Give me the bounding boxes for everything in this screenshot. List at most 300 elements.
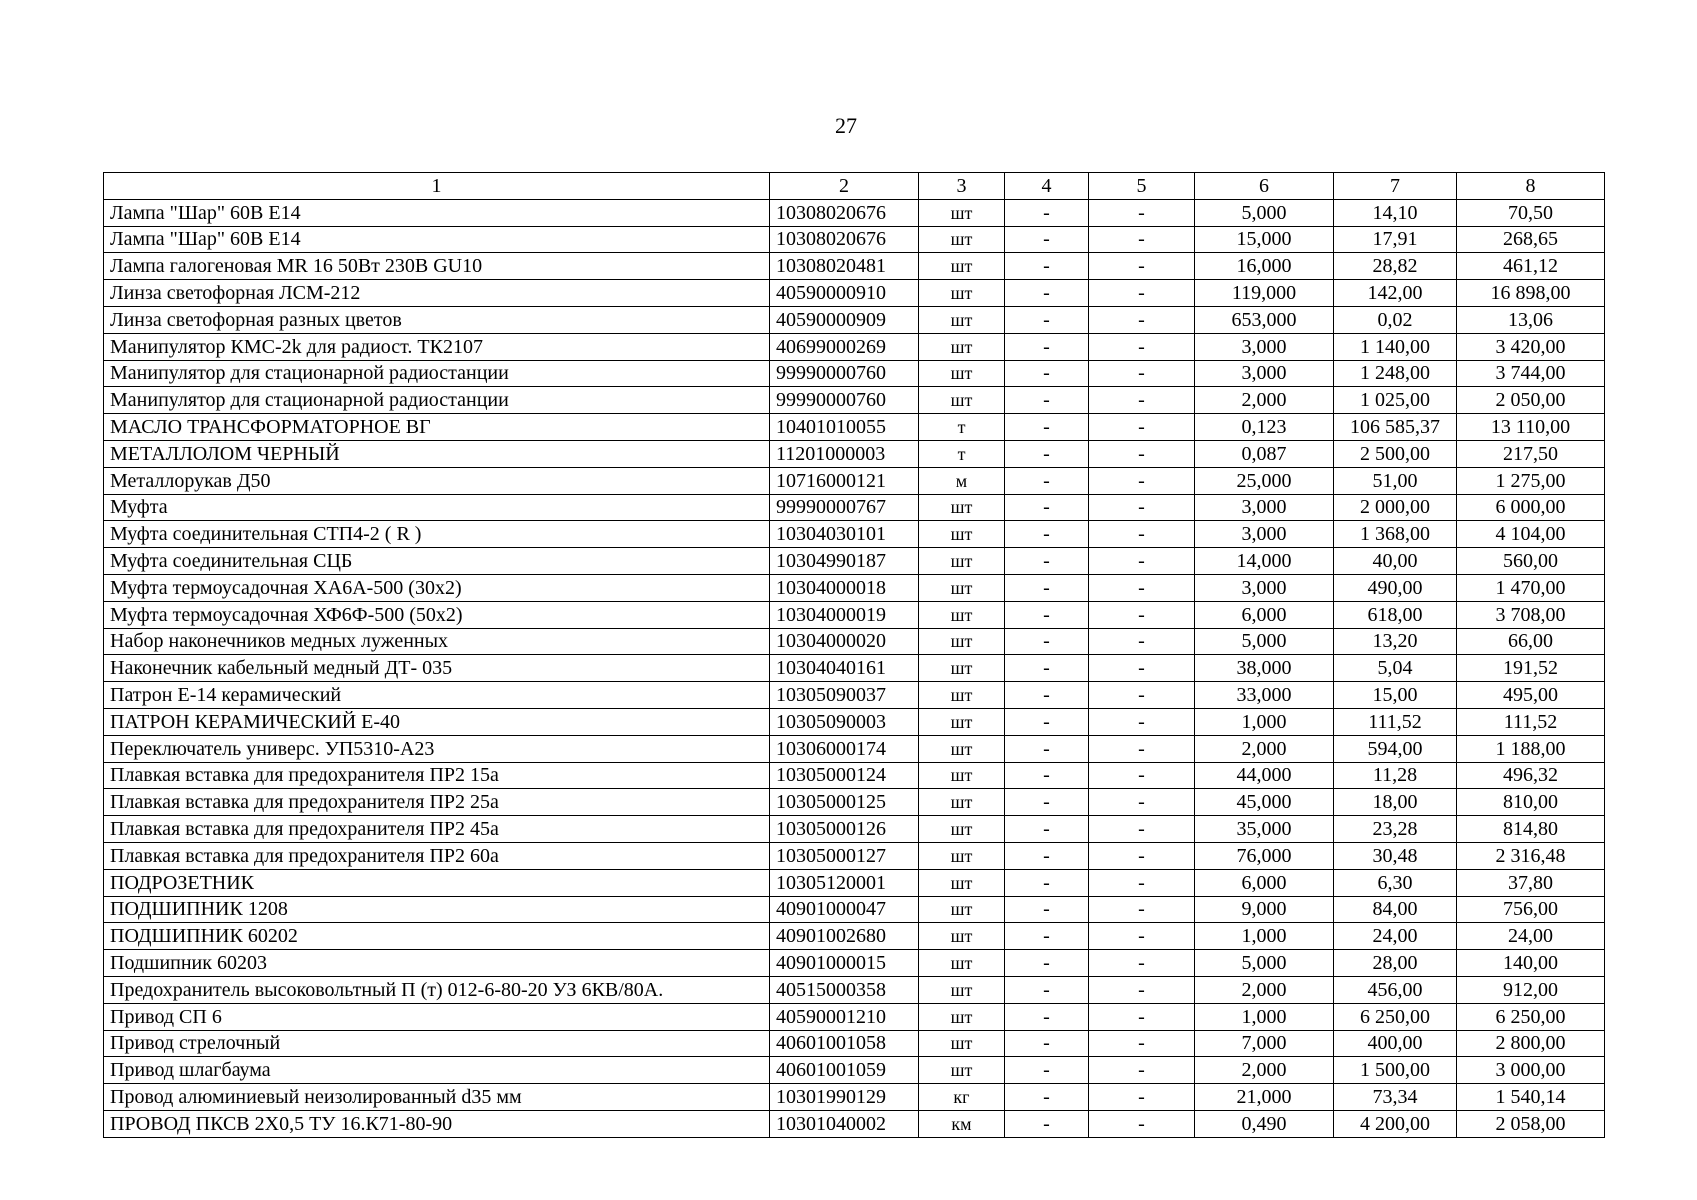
table-row	[104, 440, 1605, 467]
quantity-cell: 21,000	[1195, 1084, 1334, 1111]
amount-cell: 1 188,00	[1457, 735, 1605, 762]
col5-cell: -	[1089, 494, 1195, 521]
unit-cell: шт	[919, 494, 1005, 521]
quantity-cell: 2,000	[1195, 735, 1334, 762]
unit-cell: шт	[919, 655, 1005, 682]
item-name-cell: Плавкая вставка для предохранителя ПР2 25а	[104, 789, 770, 816]
price-cell: 618,00	[1334, 601, 1457, 628]
amount-cell: 217,50	[1457, 440, 1605, 467]
col5-cell: -	[1089, 655, 1195, 682]
table-row	[104, 708, 1605, 735]
item-name-cell: Провод алюминиевый неизолированный d35 мм	[104, 1084, 770, 1111]
item-name-cell: Муфта соединительная СТП4-2 ( R )	[104, 521, 770, 548]
item-code-cell: 99990000760	[770, 360, 919, 387]
unit-cell: шт	[919, 1003, 1005, 1030]
unit-cell: шт	[919, 628, 1005, 655]
item-code-cell: 10308020481	[770, 253, 919, 280]
unit-cell: шт	[919, 333, 1005, 360]
amount-cell: 2 050,00	[1457, 387, 1605, 414]
item-name-cell: Предохранитель высоковольтный П (т) 012-6-80-20 УЗ 6КВ/80А.	[104, 976, 770, 1003]
col4-cell: -	[1005, 1003, 1089, 1030]
amount-cell: 2 800,00	[1457, 1030, 1605, 1057]
col5-cell: -	[1089, 976, 1195, 1003]
col5-cell: -	[1089, 762, 1195, 789]
col5-cell: -	[1089, 1003, 1195, 1030]
col5-cell: -	[1089, 1084, 1195, 1111]
col4-cell: -	[1005, 896, 1089, 923]
item-code-cell: 10306000174	[770, 735, 919, 762]
col4-cell: -	[1005, 467, 1089, 494]
item-code-cell: 10401010055	[770, 414, 919, 441]
item-name-cell: Патрон Е-14 керамический	[104, 682, 770, 709]
quantity-cell: 25,000	[1195, 467, 1334, 494]
col4-cell: -	[1005, 735, 1089, 762]
price-cell: 1 140,00	[1334, 333, 1457, 360]
col4-cell: -	[1005, 842, 1089, 869]
unit-cell: шт	[919, 789, 1005, 816]
item-name-cell: ПАТРОН КЕРАМИЧЕСКИЙ Е-40	[104, 708, 770, 735]
col4-cell: -	[1005, 521, 1089, 548]
amount-cell: 496,32	[1457, 762, 1605, 789]
quantity-cell: 653,000	[1195, 306, 1334, 333]
col5-cell: -	[1089, 1110, 1195, 1137]
unit-cell: шт	[919, 923, 1005, 950]
table-row	[104, 253, 1605, 280]
amount-cell: 560,00	[1457, 548, 1605, 575]
price-cell: 4 200,00	[1334, 1110, 1457, 1137]
amount-cell: 2 316,48	[1457, 842, 1605, 869]
item-name-cell: Плавкая вставка для предохранителя ПР2 15а	[104, 762, 770, 789]
quantity-cell: 1,000	[1195, 923, 1334, 950]
item-code-cell: 11201000003	[770, 440, 919, 467]
amount-cell: 756,00	[1457, 896, 1605, 923]
quantity-cell: 1,000	[1195, 1003, 1334, 1030]
quantity-cell: 45,000	[1195, 789, 1334, 816]
col4-cell: -	[1005, 360, 1089, 387]
item-name-cell: ПОДШИПНИК 60202	[104, 923, 770, 950]
item-name-cell: Манипулятор для стационарной радиостанции	[104, 387, 770, 414]
column-header: 4	[1005, 173, 1089, 200]
amount-cell: 24,00	[1457, 923, 1605, 950]
col5-cell: -	[1089, 869, 1195, 896]
item-code-cell: 40901000047	[770, 896, 919, 923]
col4-cell: -	[1005, 682, 1089, 709]
amount-cell: 4 104,00	[1457, 521, 1605, 548]
quantity-cell: 5,000	[1195, 950, 1334, 977]
amount-cell: 1 540,14	[1457, 1084, 1605, 1111]
price-cell: 2 500,00	[1334, 440, 1457, 467]
item-name-cell: Муфта соединительная СЦБ	[104, 548, 770, 575]
col5-cell: -	[1089, 387, 1195, 414]
amount-cell: 3 420,00	[1457, 333, 1605, 360]
unit-cell: шт	[919, 682, 1005, 709]
item-name-cell: Линза светофорная разных цветов	[104, 306, 770, 333]
quantity-cell: 1,000	[1195, 708, 1334, 735]
item-name-cell: Переключатель универс. УП5310-А23	[104, 735, 770, 762]
unit-cell: т	[919, 414, 1005, 441]
col5-cell: -	[1089, 548, 1195, 575]
quantity-cell: 3,000	[1195, 574, 1334, 601]
table-row	[104, 467, 1605, 494]
col4-cell: -	[1005, 414, 1089, 441]
col4-cell: -	[1005, 280, 1089, 307]
table-row	[104, 842, 1605, 869]
price-cell: 73,34	[1334, 1084, 1457, 1111]
col5-cell: -	[1089, 440, 1195, 467]
amount-cell: 66,00	[1457, 628, 1605, 655]
unit-cell: шт	[919, 976, 1005, 1003]
amount-cell: 13 110,00	[1457, 414, 1605, 441]
amount-cell: 2 058,00	[1457, 1110, 1605, 1137]
col5-cell: -	[1089, 735, 1195, 762]
amount-cell: 495,00	[1457, 682, 1605, 709]
table-row	[104, 628, 1605, 655]
col5-cell: -	[1089, 226, 1195, 253]
amount-cell: 140,00	[1457, 950, 1605, 977]
price-cell: 2 000,00	[1334, 494, 1457, 521]
amount-cell: 6 250,00	[1457, 1003, 1605, 1030]
amount-cell: 16 898,00	[1457, 280, 1605, 307]
price-cell: 6,30	[1334, 869, 1457, 896]
unit-cell: шт	[919, 762, 1005, 789]
price-cell: 5,04	[1334, 655, 1457, 682]
quantity-cell: 3,000	[1195, 521, 1334, 548]
item-name-cell: ПОДШИПНИК 1208	[104, 896, 770, 923]
item-code-cell: 99990000760	[770, 387, 919, 414]
quantity-cell: 2,000	[1195, 1057, 1334, 1084]
item-code-cell: 40901000015	[770, 950, 919, 977]
unit-cell: шт	[919, 280, 1005, 307]
quantity-cell: 0,123	[1195, 414, 1334, 441]
col4-cell: -	[1005, 1030, 1089, 1057]
item-name-cell: Муфта термоусадочная ХФ6Ф-500 (50х2)	[104, 601, 770, 628]
table-row	[104, 333, 1605, 360]
price-cell: 490,00	[1334, 574, 1457, 601]
page-number-text: 27	[835, 113, 857, 138]
col5-cell: -	[1089, 414, 1195, 441]
price-cell: 14,10	[1334, 199, 1457, 226]
item-name-cell: Набор наконечников медных луженных	[104, 628, 770, 655]
unit-cell: шт	[919, 199, 1005, 226]
amount-cell: 810,00	[1457, 789, 1605, 816]
unit-cell: шт	[919, 1057, 1005, 1084]
item-code-cell: 10301990129	[770, 1084, 919, 1111]
col5-cell: -	[1089, 950, 1195, 977]
quantity-cell: 38,000	[1195, 655, 1334, 682]
amount-cell: 1 470,00	[1457, 574, 1605, 601]
unit-cell: шт	[919, 226, 1005, 253]
unit-cell: шт	[919, 735, 1005, 762]
col4-cell: -	[1005, 226, 1089, 253]
price-cell: 594,00	[1334, 735, 1457, 762]
inventory-table	[103, 172, 1605, 1138]
col4-cell: -	[1005, 628, 1089, 655]
item-name-cell: Подшипник 60203	[104, 950, 770, 977]
col5-cell: -	[1089, 682, 1195, 709]
item-code-cell: 10305090037	[770, 682, 919, 709]
col5-cell: -	[1089, 333, 1195, 360]
unit-cell: шт	[919, 387, 1005, 414]
item-code-cell: 40590000910	[770, 280, 919, 307]
table-row	[104, 950, 1605, 977]
col4-cell: -	[1005, 923, 1089, 950]
table-row	[104, 923, 1605, 950]
price-cell: 28,82	[1334, 253, 1457, 280]
col5-cell: -	[1089, 923, 1195, 950]
item-name-cell: Привод СП 6	[104, 1003, 770, 1030]
amount-cell: 912,00	[1457, 976, 1605, 1003]
table-row	[104, 387, 1605, 414]
col4-cell: -	[1005, 816, 1089, 843]
table-row	[104, 869, 1605, 896]
unit-cell: шт	[919, 521, 1005, 548]
item-code-cell: 40590001210	[770, 1003, 919, 1030]
amount-cell: 6 000,00	[1457, 494, 1605, 521]
item-code-cell: 10301040002	[770, 1110, 919, 1137]
col4-cell: -	[1005, 494, 1089, 521]
amount-cell: 37,80	[1457, 869, 1605, 896]
unit-cell: км	[919, 1110, 1005, 1137]
table-row	[104, 199, 1605, 226]
unit-cell: шт	[919, 816, 1005, 843]
amount-cell: 111,52	[1457, 708, 1605, 735]
item-name-cell: Манипулятор КМС-2k для радиост. ТК2107	[104, 333, 770, 360]
item-code-cell: 10305120001	[770, 869, 919, 896]
amount-cell: 70,50	[1457, 199, 1605, 226]
item-name-cell: МАСЛО ТРАНСФОРМАТОРНОЕ ВГ	[104, 414, 770, 441]
table-row	[104, 762, 1605, 789]
price-cell: 51,00	[1334, 467, 1457, 494]
unit-cell: шт	[919, 574, 1005, 601]
table-row	[104, 789, 1605, 816]
col4-cell: -	[1005, 548, 1089, 575]
item-code-cell: 10305000124	[770, 762, 919, 789]
item-name-cell: МЕТАЛЛОЛОМ ЧЕРНЫЙ	[104, 440, 770, 467]
col4-cell: -	[1005, 950, 1089, 977]
table-row	[104, 414, 1605, 441]
unit-cell: шт	[919, 306, 1005, 333]
item-code-cell: 40601001058	[770, 1030, 919, 1057]
price-cell: 18,00	[1334, 789, 1457, 816]
unit-cell: шт	[919, 1030, 1005, 1057]
col4-cell: -	[1005, 789, 1089, 816]
item-code-cell: 10304030101	[770, 521, 919, 548]
col5-cell: -	[1089, 574, 1195, 601]
column-header: 8	[1457, 173, 1605, 200]
col5-cell: -	[1089, 842, 1195, 869]
col4-cell: -	[1005, 253, 1089, 280]
unit-cell: шт	[919, 360, 1005, 387]
table-row	[104, 494, 1605, 521]
col4-cell: -	[1005, 440, 1089, 467]
quantity-cell: 15,000	[1195, 226, 1334, 253]
item-name-cell: ПОДРОЗЕТНИК	[104, 869, 770, 896]
col5-cell: -	[1089, 280, 1195, 307]
quantity-cell: 35,000	[1195, 816, 1334, 843]
price-cell: 23,28	[1334, 816, 1457, 843]
col4-cell: -	[1005, 762, 1089, 789]
item-code-cell: 10304040161	[770, 655, 919, 682]
quantity-cell: 16,000	[1195, 253, 1334, 280]
quantity-cell: 2,000	[1195, 387, 1334, 414]
price-cell: 84,00	[1334, 896, 1457, 923]
col4-cell: -	[1005, 976, 1089, 1003]
column-header: 7	[1334, 173, 1457, 200]
item-name-cell: Линза светофорная ЛСМ-212	[104, 280, 770, 307]
price-cell: 456,00	[1334, 976, 1457, 1003]
item-code-cell: 10304000018	[770, 574, 919, 601]
col5-cell: -	[1089, 467, 1195, 494]
quantity-cell: 7,000	[1195, 1030, 1334, 1057]
column-header: 5	[1089, 173, 1195, 200]
table-row	[104, 521, 1605, 548]
column-header: 1	[104, 173, 770, 200]
price-cell: 400,00	[1334, 1030, 1457, 1057]
unit-cell: м	[919, 467, 1005, 494]
quantity-cell: 5,000	[1195, 628, 1334, 655]
item-code-cell: 40515000358	[770, 976, 919, 1003]
header-row	[104, 173, 1605, 200]
unit-cell: кг	[919, 1084, 1005, 1111]
amount-cell: 13,06	[1457, 306, 1605, 333]
page-number	[0, 113, 1697, 139]
price-cell: 106 585,37	[1334, 414, 1457, 441]
quantity-cell: 0,087	[1195, 440, 1334, 467]
table-row	[104, 1057, 1605, 1084]
quantity-cell: 3,000	[1195, 333, 1334, 360]
col5-cell: -	[1089, 708, 1195, 735]
col4-cell: -	[1005, 387, 1089, 414]
col5-cell: -	[1089, 253, 1195, 280]
item-name-cell: Плавкая вставка для предохранителя ПР2 45а	[104, 816, 770, 843]
price-cell: 111,52	[1334, 708, 1457, 735]
col5-cell: -	[1089, 628, 1195, 655]
item-code-cell: 40901002680	[770, 923, 919, 950]
price-cell: 28,00	[1334, 950, 1457, 977]
col4-cell: -	[1005, 1110, 1089, 1137]
item-code-cell: 10308020676	[770, 199, 919, 226]
table-row	[104, 816, 1605, 843]
table-row	[104, 574, 1605, 601]
col4-cell: -	[1005, 1084, 1089, 1111]
quantity-cell: 14,000	[1195, 548, 1334, 575]
col5-cell: -	[1089, 816, 1195, 843]
unit-cell: т	[919, 440, 1005, 467]
col5-cell: -	[1089, 1057, 1195, 1084]
quantity-cell: 2,000	[1195, 976, 1334, 1003]
item-code-cell: 10304000020	[770, 628, 919, 655]
price-cell: 15,00	[1334, 682, 1457, 709]
item-code-cell: 99990000767	[770, 494, 919, 521]
price-cell: 6 250,00	[1334, 1003, 1457, 1030]
table-row	[104, 548, 1605, 575]
col5-cell: -	[1089, 199, 1195, 226]
item-code-cell: 10305000127	[770, 842, 919, 869]
table-row	[104, 896, 1605, 923]
quantity-cell: 3,000	[1195, 360, 1334, 387]
col5-cell: -	[1089, 789, 1195, 816]
table-row	[104, 601, 1605, 628]
column-header: 6	[1195, 173, 1334, 200]
table-row	[104, 1110, 1605, 1137]
item-name-cell: Привод шлагбаума	[104, 1057, 770, 1084]
table-row	[104, 1084, 1605, 1111]
item-code-cell: 40699000269	[770, 333, 919, 360]
item-name-cell: Муфта термоусадочная ХА6А-500 (30х2)	[104, 574, 770, 601]
quantity-cell: 119,000	[1195, 280, 1334, 307]
unit-cell: шт	[919, 869, 1005, 896]
quantity-cell: 9,000	[1195, 896, 1334, 923]
table-body	[104, 199, 1605, 1137]
quantity-cell: 5,000	[1195, 199, 1334, 226]
price-cell: 1 500,00	[1334, 1057, 1457, 1084]
col5-cell: -	[1089, 896, 1195, 923]
table-row	[104, 360, 1605, 387]
item-code-cell: 10308020676	[770, 226, 919, 253]
amount-cell: 814,80	[1457, 816, 1605, 843]
price-cell: 30,48	[1334, 842, 1457, 869]
item-name-cell: Лампа "Шар" 60В Е14	[104, 226, 770, 253]
column-header: 2	[770, 173, 919, 200]
price-cell: 40,00	[1334, 548, 1457, 575]
item-code-cell: 10304990187	[770, 548, 919, 575]
price-cell: 17,91	[1334, 226, 1457, 253]
item-name-cell: Лампа "Шар" 60В Е14	[104, 199, 770, 226]
table-row	[104, 1030, 1605, 1057]
price-cell: 13,20	[1334, 628, 1457, 655]
price-cell: 142,00	[1334, 280, 1457, 307]
table-row	[104, 735, 1605, 762]
quantity-cell: 3,000	[1195, 494, 1334, 521]
quantity-cell: 6,000	[1195, 869, 1334, 896]
col4-cell: -	[1005, 869, 1089, 896]
item-name-cell: Лампа галогеновая MR 16 50Вт 230В GU10	[104, 253, 770, 280]
table-row	[104, 280, 1605, 307]
unit-cell: шт	[919, 601, 1005, 628]
price-cell: 11,28	[1334, 762, 1457, 789]
item-code-cell: 10716000121	[770, 467, 919, 494]
price-cell: 1 248,00	[1334, 360, 1457, 387]
unit-cell: шт	[919, 950, 1005, 977]
amount-cell: 3 000,00	[1457, 1057, 1605, 1084]
price-cell: 1 368,00	[1334, 521, 1457, 548]
price-cell: 0,02	[1334, 306, 1457, 333]
unit-cell: шт	[919, 548, 1005, 575]
amount-cell: 191,52	[1457, 655, 1605, 682]
amount-cell: 268,65	[1457, 226, 1605, 253]
unit-cell: шт	[919, 708, 1005, 735]
quantity-cell: 44,000	[1195, 762, 1334, 789]
item-name-cell: Металлорукав Д50	[104, 467, 770, 494]
col5-cell: -	[1089, 601, 1195, 628]
item-name-cell: Привод стрелочный	[104, 1030, 770, 1057]
col5-cell: -	[1089, 360, 1195, 387]
item-name-cell: Плавкая вставка для предохранителя ПР2 60а	[104, 842, 770, 869]
table-row	[104, 1003, 1605, 1030]
table-row	[104, 682, 1605, 709]
col4-cell: -	[1005, 199, 1089, 226]
col5-cell: -	[1089, 306, 1195, 333]
table-row	[104, 226, 1605, 253]
item-code-cell: 40601001059	[770, 1057, 919, 1084]
col5-cell: -	[1089, 1030, 1195, 1057]
table-row	[104, 306, 1605, 333]
item-name-cell: ПРОВОД ПКСВ 2Х0,5 ТУ 16.К71-80-90	[104, 1110, 770, 1137]
item-code-cell: 10305090003	[770, 708, 919, 735]
item-code-cell: 10304000019	[770, 601, 919, 628]
quantity-cell: 6,000	[1195, 601, 1334, 628]
col4-cell: -	[1005, 708, 1089, 735]
